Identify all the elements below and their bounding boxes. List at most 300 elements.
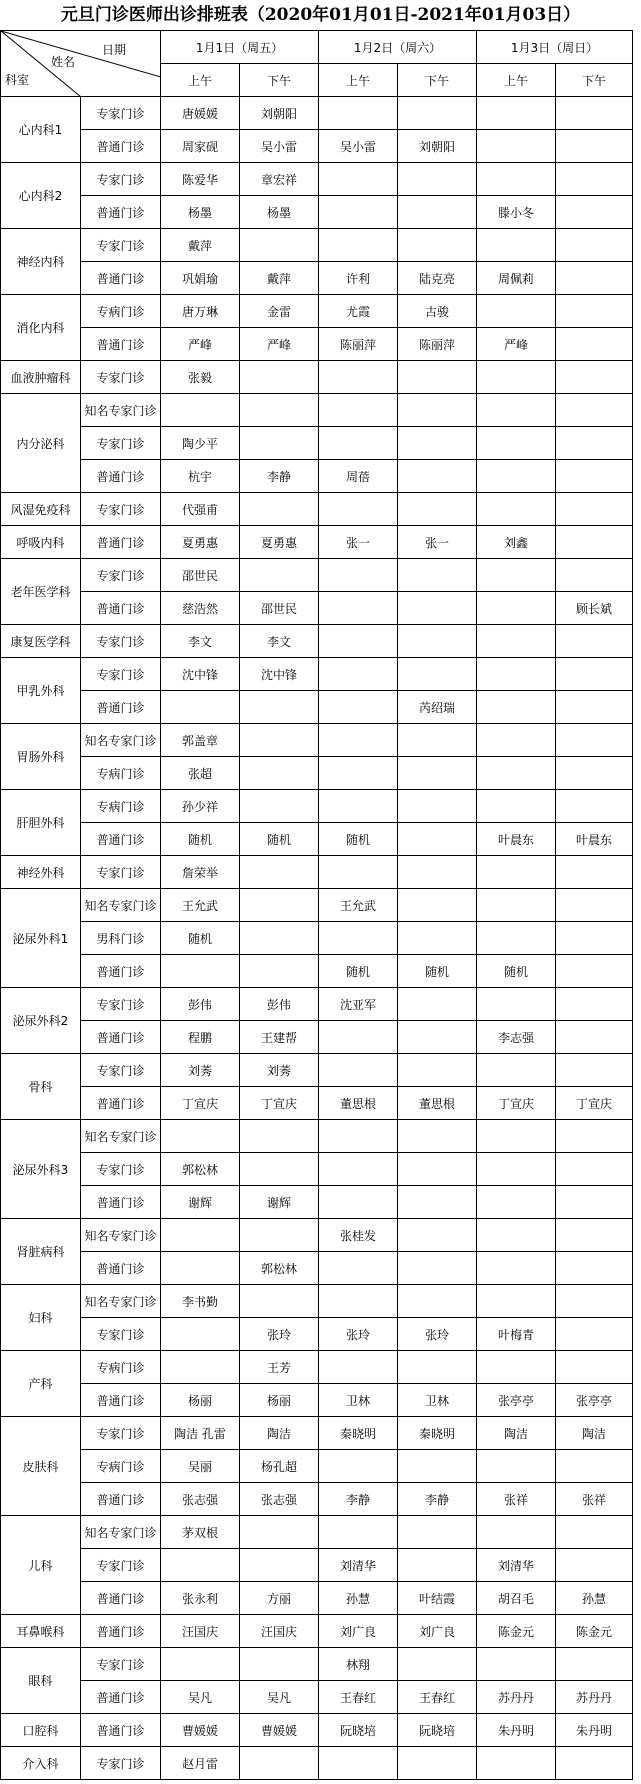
- table-row: [1, 460, 633, 493]
- doctor-cell: 张超: [161, 757, 240, 790]
- clinic-type: 普通门诊: [81, 1615, 161, 1648]
- doctor-cell: 谢辉: [161, 1186, 240, 1219]
- doctor-cell: 吴小雷: [240, 130, 319, 163]
- table-row: [1, 1516, 633, 1549]
- table-row: [1, 493, 633, 526]
- doctor-cell: [240, 1648, 319, 1681]
- doctor-cell: [477, 1285, 556, 1318]
- doctor-cell: [319, 394, 398, 427]
- doctor-cell: [556, 361, 633, 394]
- table-row: [1, 1549, 633, 1582]
- doctor-cell: 陈丽萍: [319, 328, 398, 361]
- clinic-type: 知名专家门诊: [81, 394, 161, 427]
- doctor-cell: [556, 328, 633, 361]
- doctor-cell: [398, 559, 477, 592]
- doctor-cell: 汪国庆: [240, 1615, 319, 1648]
- doctor-cell: [161, 691, 240, 724]
- doctor-cell: [319, 427, 398, 460]
- doctor-cell: 王允武: [319, 889, 398, 922]
- doctor-cell: 朱丹明: [477, 1714, 556, 1747]
- doctor-cell: [240, 922, 319, 955]
- clinic-type: 专家门诊: [81, 625, 161, 658]
- doctor-cell: [398, 460, 477, 493]
- doctor-cell: 丁宣庆: [240, 1087, 319, 1120]
- doctor-cell: [319, 757, 398, 790]
- table-row: [1, 1681, 633, 1714]
- doctor-cell: [477, 130, 556, 163]
- doctor-cell: [556, 1285, 633, 1318]
- table-row: [1, 361, 633, 394]
- doctor-cell: [240, 1153, 319, 1186]
- doctor-cell: 秦晓明: [398, 1417, 477, 1450]
- clinic-type: 普通门诊: [81, 1384, 161, 1417]
- doctor-cell: 沈亚军: [319, 988, 398, 1021]
- department-name: 儿科: [1, 1516, 81, 1615]
- doctor-cell: 滕小冬: [477, 196, 556, 229]
- table-row: [1, 1087, 633, 1120]
- doctor-cell: [556, 1747, 633, 1780]
- doctor-cell: [398, 394, 477, 427]
- doctor-cell: 郭松林: [240, 1252, 319, 1285]
- table-row: [1, 1417, 633, 1450]
- doctor-cell: [398, 592, 477, 625]
- doctor-cell: [477, 427, 556, 460]
- table-row: [1, 1153, 633, 1186]
- doctor-cell: [556, 856, 633, 889]
- doctor-cell: [398, 1549, 477, 1582]
- doctor-cell: [240, 493, 319, 526]
- table-row: [1, 394, 633, 427]
- doctor-cell: 刘朝阳: [240, 97, 319, 130]
- doctor-cell: [161, 955, 240, 988]
- doctor-cell: 苏丹丹: [477, 1681, 556, 1714]
- doctor-cell: 卫林: [398, 1384, 477, 1417]
- doctor-cell: 戴萍: [161, 229, 240, 262]
- doctor-cell: [556, 1318, 633, 1351]
- doctor-cell: 卫林: [319, 1384, 398, 1417]
- doctor-cell: 张永利: [161, 1582, 240, 1615]
- department-name: 血液肿瘤科: [1, 361, 81, 394]
- doctor-cell: 刘清华: [477, 1549, 556, 1582]
- doctor-cell: [319, 361, 398, 394]
- doctor-cell: [398, 856, 477, 889]
- table-row: [1, 328, 633, 361]
- clinic-type: 知名专家门诊: [81, 1516, 161, 1549]
- doctor-cell: [477, 691, 556, 724]
- doctor-cell: 刘莠: [240, 1054, 319, 1087]
- doctor-cell: [477, 1450, 556, 1483]
- doctor-cell: 郭松林: [161, 1153, 240, 1186]
- table-row: [1, 1252, 633, 1285]
- clinic-type: 专家门诊: [81, 559, 161, 592]
- doctor-cell: [477, 493, 556, 526]
- doctor-cell: [556, 460, 633, 493]
- doctor-cell: 杨丽: [240, 1384, 319, 1417]
- doctor-cell: 芮绍瑞: [398, 691, 477, 724]
- doctor-cell: 李文: [240, 625, 319, 658]
- doctor-cell: 杨丽: [161, 1384, 240, 1417]
- clinic-type: 普通门诊: [81, 328, 161, 361]
- department-name: 泌尿外科2: [1, 988, 81, 1054]
- doctor-cell: 张祥: [477, 1483, 556, 1516]
- doctor-cell: [477, 163, 556, 196]
- doctor-cell: [240, 955, 319, 988]
- doctor-cell: [398, 1252, 477, 1285]
- doctor-cell: [477, 295, 556, 328]
- doctor-cell: [398, 229, 477, 262]
- period-header: 上午: [477, 64, 556, 97]
- clinic-type: 专病门诊: [81, 295, 161, 328]
- clinic-type: 男科门诊: [81, 922, 161, 955]
- doctor-cell: [240, 361, 319, 394]
- day-header: 1月2日（周六）: [319, 31, 477, 64]
- doctor-cell: 张玲: [319, 1318, 398, 1351]
- doctor-cell: 杨墨: [240, 196, 319, 229]
- doctor-cell: [319, 691, 398, 724]
- table-row: [1, 955, 633, 988]
- clinic-type: 知名专家门诊: [81, 1285, 161, 1318]
- doctor-cell: 李书勤: [161, 1285, 240, 1318]
- doctor-cell: 秦晓明: [319, 1417, 398, 1450]
- doctor-cell: [398, 889, 477, 922]
- doctor-cell: 苏丹丹: [556, 1681, 633, 1714]
- table-row: [1, 163, 633, 196]
- doctor-cell: 张一: [319, 526, 398, 559]
- doctor-cell: 夏勇惠: [240, 526, 319, 559]
- doctor-cell: 刘朝阳: [398, 130, 477, 163]
- clinic-type: 专家门诊: [81, 493, 161, 526]
- doctor-cell: 李静: [240, 460, 319, 493]
- department-name: 肾脏病科: [1, 1219, 81, 1285]
- doctor-cell: [556, 526, 633, 559]
- doctor-cell: 刘清华: [319, 1549, 398, 1582]
- clinic-type: 知名专家门诊: [81, 1120, 161, 1153]
- doctor-cell: 吴凡: [161, 1681, 240, 1714]
- table-row: [1, 757, 633, 790]
- clinic-type: 普通门诊: [81, 460, 161, 493]
- doctor-cell: [398, 196, 477, 229]
- doctor-cell: [398, 724, 477, 757]
- doctor-cell: [398, 1153, 477, 1186]
- doctor-cell: [319, 625, 398, 658]
- clinic-type: 普通门诊: [81, 592, 161, 625]
- doctor-cell: 王春红: [319, 1681, 398, 1714]
- schedule-table: [0, 30, 633, 1780]
- doctor-cell: 刘鑫: [477, 526, 556, 559]
- doctor-cell: [398, 922, 477, 955]
- doctor-cell: 李静: [398, 1483, 477, 1516]
- doctor-cell: [398, 757, 477, 790]
- doctor-cell: [556, 1054, 633, 1087]
- clinic-type: 专家门诊: [81, 163, 161, 196]
- doctor-cell: 朱丹明: [556, 1714, 633, 1747]
- clinic-type: 知名专家门诊: [81, 889, 161, 922]
- clinic-type: 知名专家门诊: [81, 724, 161, 757]
- table-row: [1, 658, 633, 691]
- doctor-cell: 代强甫: [161, 493, 240, 526]
- doctor-cell: 叶结霞: [398, 1582, 477, 1615]
- schedule-body: [1, 97, 633, 1780]
- doctor-cell: [240, 1549, 319, 1582]
- doctor-cell: [319, 724, 398, 757]
- doctor-cell: [556, 97, 633, 130]
- doctor-cell: [556, 130, 633, 163]
- doctor-cell: [556, 1219, 633, 1252]
- doctor-cell: [556, 229, 633, 262]
- doctor-cell: 随机: [319, 955, 398, 988]
- doctor-cell: [477, 559, 556, 592]
- table-row: [1, 1021, 633, 1054]
- table-row: [1, 592, 633, 625]
- doctor-cell: [398, 1450, 477, 1483]
- doctor-cell: [477, 460, 556, 493]
- doctor-cell: [477, 592, 556, 625]
- doctor-cell: [477, 1054, 556, 1087]
- clinic-type: 普通门诊: [81, 1582, 161, 1615]
- doctor-cell: [556, 163, 633, 196]
- corner-date-label: 日期: [101, 43, 126, 57]
- clinic-type: 普通门诊: [81, 1087, 161, 1120]
- doctor-cell: [477, 856, 556, 889]
- doctor-cell: [319, 559, 398, 592]
- doctor-cell: [556, 1549, 633, 1582]
- doctor-cell: 丁宣庆: [161, 1087, 240, 1120]
- department-name: 康复医学科: [1, 625, 81, 658]
- doctor-cell: [398, 163, 477, 196]
- doctor-cell: [477, 658, 556, 691]
- doctor-cell: 夏勇惠: [161, 526, 240, 559]
- doctor-cell: [398, 1285, 477, 1318]
- doctor-cell: 李文: [161, 625, 240, 658]
- doctor-cell: [398, 1186, 477, 1219]
- doctor-cell: [477, 1120, 556, 1153]
- table-row: [1, 1714, 633, 1747]
- doctor-cell: 叶晨东: [556, 823, 633, 856]
- clinic-type: 普通门诊: [81, 691, 161, 724]
- doctor-cell: [240, 1516, 319, 1549]
- doctor-cell: 陶洁: [556, 1417, 633, 1450]
- clinic-type: 专家门诊: [81, 427, 161, 460]
- doctor-cell: [398, 1021, 477, 1054]
- doctor-cell: [319, 1747, 398, 1780]
- department-name: 妇科: [1, 1285, 81, 1351]
- doctor-cell: [319, 658, 398, 691]
- doctor-cell: [319, 790, 398, 823]
- clinic-type: 普通门诊: [81, 1483, 161, 1516]
- page-title: 元旦门诊医师出诊排班表（2020年01月01日-2021年01月03日）: [60, 5, 581, 25]
- clinic-type: 专家门诊: [81, 1648, 161, 1681]
- department-name: 内分泌科: [1, 394, 81, 493]
- department-name: 呼吸内科: [1, 526, 81, 559]
- doctor-cell: 陶洁: [477, 1417, 556, 1450]
- doctor-cell: [240, 427, 319, 460]
- doctor-cell: [240, 757, 319, 790]
- doctor-cell: 程鹏: [161, 1021, 240, 1054]
- doctor-cell: [398, 1120, 477, 1153]
- clinic-type: 专病门诊: [81, 757, 161, 790]
- clinic-type: 专家门诊: [81, 1318, 161, 1351]
- doctor-cell: [556, 1351, 633, 1384]
- department-name: 肝胆外科: [1, 790, 81, 856]
- doctor-cell: [556, 493, 633, 526]
- doctor-cell: [556, 1186, 633, 1219]
- clinic-type: 普通门诊: [81, 1186, 161, 1219]
- table-row: [1, 295, 633, 328]
- doctor-cell: 陆克亮: [398, 262, 477, 295]
- department-name: 泌尿外科3: [1, 1120, 81, 1219]
- table-row: [1, 889, 633, 922]
- doctor-cell: 章宏祥: [240, 163, 319, 196]
- table-row: [1, 1615, 633, 1648]
- clinic-type: 知名专家门诊: [81, 1219, 161, 1252]
- table-row: [1, 790, 633, 823]
- doctor-cell: 戴萍: [240, 262, 319, 295]
- table-row: [1, 1054, 633, 1087]
- doctor-cell: 吴丽: [161, 1450, 240, 1483]
- doctor-cell: [398, 823, 477, 856]
- doctor-cell: 刘广良: [398, 1615, 477, 1648]
- doctor-cell: 严峰: [161, 328, 240, 361]
- doctor-cell: [319, 229, 398, 262]
- doctor-cell: 金雷: [240, 295, 319, 328]
- doctor-cell: [477, 1516, 556, 1549]
- doctor-cell: [556, 889, 633, 922]
- clinic-type: 普通门诊: [81, 130, 161, 163]
- doctor-cell: 陈丽萍: [398, 328, 477, 361]
- doctor-cell: [398, 427, 477, 460]
- doctor-cell: 随机: [240, 823, 319, 856]
- doctor-cell: [319, 1054, 398, 1087]
- doctor-cell: 周佩莉: [477, 262, 556, 295]
- department-name: 介入科: [1, 1747, 81, 1780]
- table-row: [1, 1351, 633, 1384]
- doctor-cell: 邵世民: [161, 559, 240, 592]
- doctor-cell: [556, 757, 633, 790]
- period-header: 上午: [319, 64, 398, 97]
- doctor-cell: 陈金元: [556, 1615, 633, 1648]
- department-name: 甲乳外科: [1, 658, 81, 724]
- doctor-cell: 随机: [398, 955, 477, 988]
- doctor-cell: [398, 988, 477, 1021]
- department-name: 产科: [1, 1351, 81, 1417]
- doctor-cell: [477, 394, 556, 427]
- clinic-type: 专家门诊: [81, 658, 161, 691]
- doctor-cell: [161, 1549, 240, 1582]
- doctor-cell: 谢辉: [240, 1186, 319, 1219]
- doctor-cell: [477, 1186, 556, 1219]
- clinic-type: 普通门诊: [81, 1252, 161, 1285]
- department-name: 老年医学科: [1, 559, 81, 625]
- doctor-cell: 张玲: [398, 1318, 477, 1351]
- doctor-cell: 唐万琳: [161, 295, 240, 328]
- doctor-cell: [477, 988, 556, 1021]
- table-row: [1, 724, 633, 757]
- doctor-cell: [477, 1648, 556, 1681]
- doctor-cell: [398, 97, 477, 130]
- doctor-cell: 巩娟瑜: [161, 262, 240, 295]
- doctor-cell: 胡召毛: [477, 1582, 556, 1615]
- doctor-cell: [556, 955, 633, 988]
- doctor-cell: [161, 394, 240, 427]
- doctor-cell: [240, 394, 319, 427]
- doctor-cell: 顾长斌: [556, 592, 633, 625]
- doctor-cell: [556, 394, 633, 427]
- department-name: 风湿免疫科: [1, 493, 81, 526]
- table-row: [1, 1186, 633, 1219]
- doctor-cell: [398, 1351, 477, 1384]
- doctor-cell: [319, 1516, 398, 1549]
- doctor-cell: 郭盖章: [161, 724, 240, 757]
- clinic-type: 普通门诊: [81, 1714, 161, 1747]
- clinic-type: 普通门诊: [81, 262, 161, 295]
- clinic-type: 普通门诊: [81, 1681, 161, 1714]
- corner-name-label: 姓名: [51, 55, 76, 69]
- doctor-cell: 陈爱华: [161, 163, 240, 196]
- clinic-type: 专家门诊: [81, 1747, 161, 1780]
- doctor-cell: [240, 1219, 319, 1252]
- doctor-cell: 叶晨东: [477, 823, 556, 856]
- doctor-cell: [398, 493, 477, 526]
- table-row: [1, 691, 633, 724]
- doctor-cell: 彭伟: [240, 988, 319, 1021]
- department-name: 胃肠外科: [1, 724, 81, 790]
- doctor-cell: [161, 1252, 240, 1285]
- corner-dept-label: 科室: [5, 73, 30, 87]
- doctor-cell: 茅双根: [161, 1516, 240, 1549]
- doctor-cell: 周蓓: [319, 460, 398, 493]
- clinic-type: 专病门诊: [81, 1351, 161, 1384]
- doctor-cell: 慈浩然: [161, 592, 240, 625]
- period-header: 下午: [240, 64, 319, 97]
- doctor-cell: [556, 1120, 633, 1153]
- clinic-type: 专家门诊: [81, 988, 161, 1021]
- doctor-cell: [556, 724, 633, 757]
- doctor-cell: 唐媛媛: [161, 97, 240, 130]
- doctor-cell: [477, 922, 556, 955]
- clinic-type: 专家门诊: [81, 856, 161, 889]
- doctor-cell: [398, 625, 477, 658]
- doctor-cell: [319, 1450, 398, 1483]
- doctor-cell: 赵月雷: [161, 1747, 240, 1780]
- doctor-cell: [240, 1285, 319, 1318]
- doctor-cell: [477, 790, 556, 823]
- doctor-cell: [240, 889, 319, 922]
- doctor-cell: 叶梅青: [477, 1318, 556, 1351]
- doctor-cell: 詹荣举: [161, 856, 240, 889]
- doctor-cell: 孙少祥: [161, 790, 240, 823]
- clinic-type: 专家门诊: [81, 1054, 161, 1087]
- doctor-cell: 刘广良: [319, 1615, 398, 1648]
- department-name: 皮肤科: [1, 1417, 81, 1516]
- doctor-cell: 沈中锋: [161, 658, 240, 691]
- doctor-cell: 随机: [161, 922, 240, 955]
- doctor-cell: 张亭亭: [556, 1384, 633, 1417]
- table-row: [1, 1747, 633, 1780]
- doctor-cell: 丁宣庆: [477, 1087, 556, 1120]
- doctor-cell: [240, 559, 319, 592]
- doctor-cell: [398, 1516, 477, 1549]
- header-corner: [1, 31, 161, 97]
- table-row: [1, 1318, 633, 1351]
- doctor-cell: [319, 1252, 398, 1285]
- doctor-cell: 李静: [319, 1483, 398, 1516]
- doctor-cell: [319, 856, 398, 889]
- doctor-cell: 杨孔超: [240, 1450, 319, 1483]
- doctor-cell: 邵世民: [240, 592, 319, 625]
- doctor-cell: 王芳: [240, 1351, 319, 1384]
- clinic-type: 专家门诊: [81, 1549, 161, 1582]
- doctor-cell: [240, 229, 319, 262]
